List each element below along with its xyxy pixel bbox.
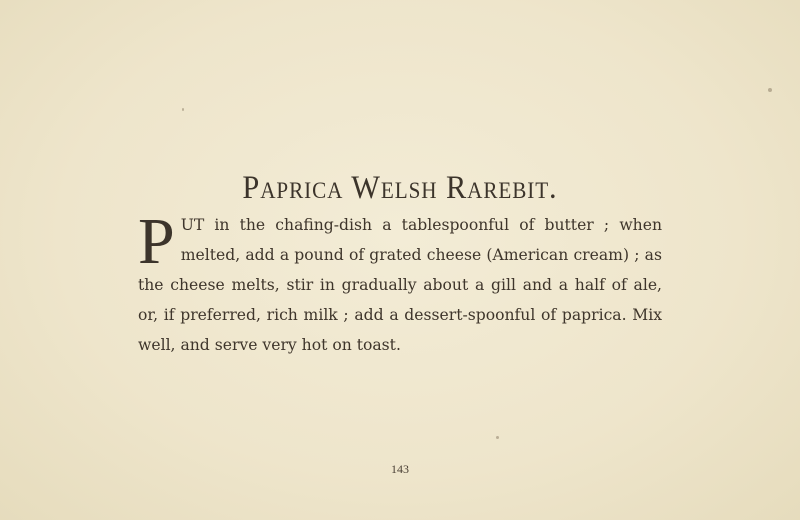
recipe-text: UT in the chafing-dish a tablespoonful of butter ; when melted, add a pound of grated cheese (American cream) ; as the cheese melts, stir in gradually about a gill and a half of ale, or, if preferred, rich milk ; add a dessert-spoonful of paprica. Mix well, and serve very hot on toast. (138, 216, 662, 354)
recipe-title: Paprica Welsh Rarebit. (242, 170, 558, 206)
drop-cap: P (138, 205, 175, 278)
recipe-body (138, 205, 662, 360)
page-number: 143 (391, 462, 409, 476)
paper-speck (496, 436, 499, 439)
paper-speck (182, 108, 184, 111)
paper-speck (768, 88, 772, 92)
